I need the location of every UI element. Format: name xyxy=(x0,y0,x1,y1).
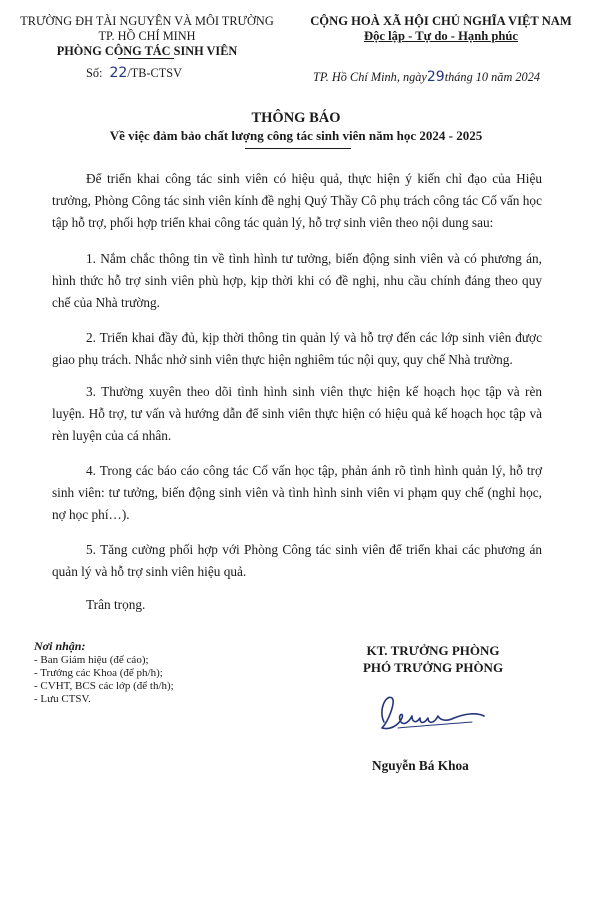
department-underline xyxy=(118,58,174,59)
recipient-item: - Lưu CTSV. xyxy=(34,693,91,705)
closing-line: Trân trọng. xyxy=(86,597,146,612)
document-title: THÔNG BÁO xyxy=(251,110,341,126)
signer-name: Nguyễn Bá Khoa xyxy=(372,758,469,773)
body-item-2 xyxy=(52,327,542,371)
signature-title xyxy=(318,642,548,676)
signature-line-1: KT. TRƯỞNG PHÒNG xyxy=(366,643,500,658)
document-number xyxy=(86,66,182,81)
intro-paragraph: Để triển khai công tác sinh viên có hiệu quả, thực hiện ý kiến chỉ đạo của Hiệu trưởng, Phòng Công tác sinh viên kính đề nghị Quý Thầy Cô phụ trách công tác Cố vấn học tập hỗ trợ, phối hợp triển khai công tác quản lý, hỗ trợ sinh viên theo nội dung sau: xyxy=(52,171,542,230)
organization-block xyxy=(18,14,276,59)
body-intro xyxy=(52,168,542,234)
item-paragraph: 1. Nắm chắc thông tin về tình hình tư tưởng, biến động sinh viên và có phương án, hình thức hỗ trợ sinh viên phù hợp, kịp thời khi có đề nghị, nhu cầu chính đáng theo quy chế của Nhà trường. xyxy=(52,251,542,310)
national-name: CỘNG HOÀ XÃ HỘI CHỦ NGHĨA VIỆT NAM xyxy=(310,14,572,28)
recipients-heading: Nơi nhận: xyxy=(34,639,86,653)
university-city: TP. HỒ CHÍ MINH xyxy=(98,29,196,43)
date-prefix: TP. Hồ Chí Minh, ngày xyxy=(313,70,427,84)
university-name: TRƯỜNG ĐH TÀI NGUYÊN VÀ MÔI TRƯỜNG xyxy=(20,14,274,28)
national-motto: Độc lập - Tự do - Hạnh phúc xyxy=(364,29,518,43)
issue-date xyxy=(313,70,540,85)
number-suffix: /TB-CTSV xyxy=(127,66,182,80)
item-paragraph: 3. Thường xuyên theo dõi tình hình sinh viên thực hiện kế hoạch học tập và rèn luyện. Hỗ trợ, tư vấn và hướng dẫn để sinh viên thực hiện có hiệu quả kế hoạch học tập và rèn luyện của cá nhân. xyxy=(52,384,542,443)
recipient-item: - CVHT, BCS các lớp (để th/h); xyxy=(34,680,174,692)
body-item-4 xyxy=(52,460,542,526)
body-item-1 xyxy=(52,248,542,314)
signature-line-2: PHÓ TRƯỞNG PHÒNG xyxy=(362,660,504,675)
department-name: PHÒNG CÔNG TÁC SINH VIÊN xyxy=(56,44,238,58)
subtitle-rule xyxy=(245,148,351,149)
document-subtitle: Về việc đảm bảo chất lượng công tác sinh viên năm học 2024 - 2025 xyxy=(109,128,483,143)
recipient-item: - Trưởng các Khoa (để ph/h); xyxy=(34,667,163,679)
item-paragraph: 4. Trong các báo cáo công tác Cố vấn học tập, phản ánh rõ tình hình quản lý, hỗ trợ sinh viên: tư tưởng, biến động sinh viên và tình hình sinh viên vi phạm quy chế (nghỉ học, nợ học phí…). xyxy=(52,463,542,522)
number-handwritten: 22 xyxy=(109,65,128,81)
handwritten-signature xyxy=(368,688,518,738)
recipient-item: - Ban Giám hiệu (để cáo); xyxy=(34,654,149,666)
item-paragraph: 5. Tăng cường phối hợp với Phòng Công tác sinh viên để triển khai các phương án quản lý và hỗ trợ sinh viên hiệu quả. xyxy=(52,542,542,579)
date-suffix: tháng 10 năm 2024 xyxy=(444,70,541,84)
date-day-handwritten: 29 xyxy=(426,69,445,85)
number-prefix: Số: xyxy=(86,66,103,80)
body-item-3 xyxy=(52,381,542,447)
body-item-5 xyxy=(52,539,542,583)
national-heading xyxy=(305,14,577,44)
item-paragraph: 2. Triển khai đầy đủ, kịp thời thông tin quản lý và hỗ trợ đến các lớp sinh viên được giao phụ trách. Nhắc nhở sinh viên thực hiện nghiêm túc nội quy, quy chế Nhà trường. xyxy=(52,330,542,367)
recipients-block xyxy=(34,640,174,706)
